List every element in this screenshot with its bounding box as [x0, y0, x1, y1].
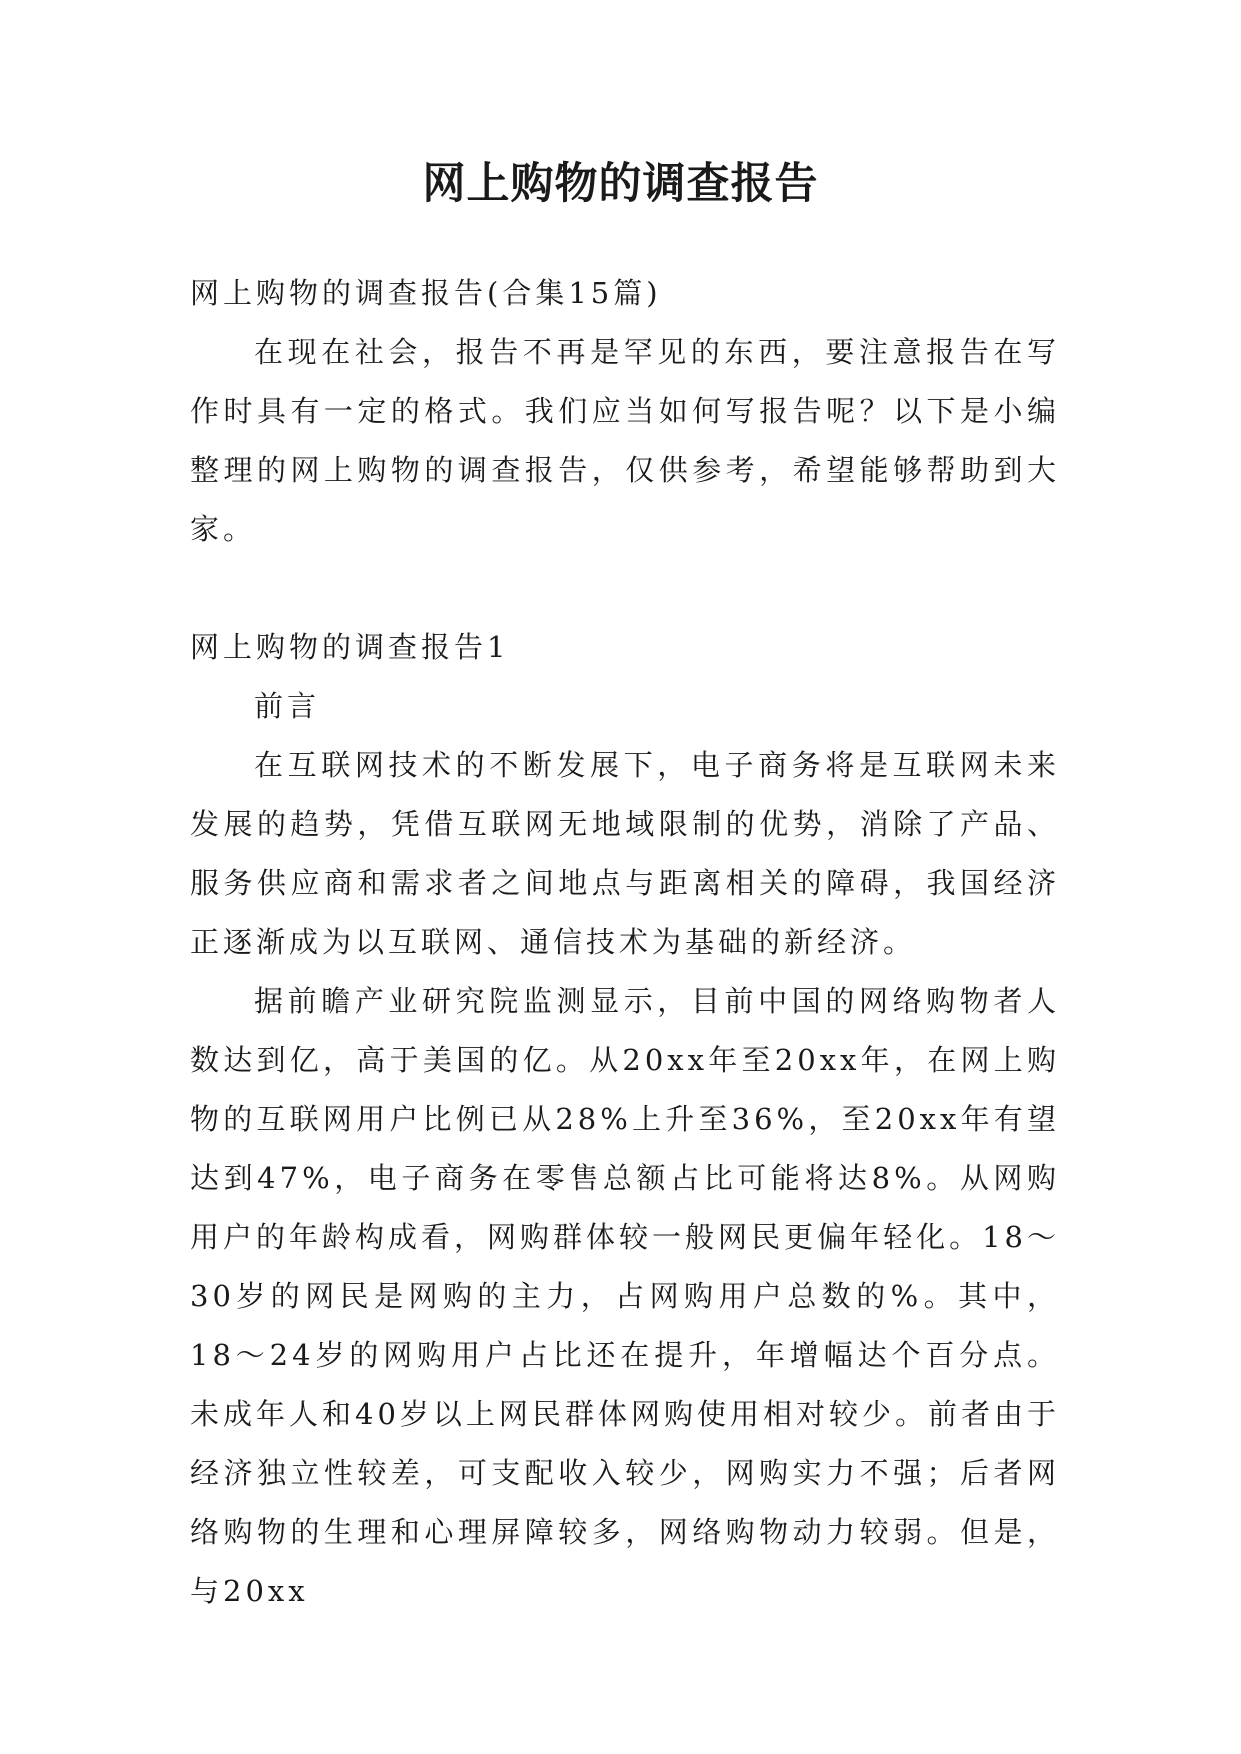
document-title: 网上购物的调查报告	[422, 159, 819, 209]
intro-paragraph: 在现在社会，报告不再是罕见的东西，要注意报告在写作时具有一定的格式。我们应当如何写报告呢？以下是小编整理的网上购物的调查报告，仅供参考，希望能够帮助到大家。	[190, 335, 1060, 546]
body-paragraph: 在互联网技术的不断发展下，电子商务将是互联网未来发展的趋势，凭借互联网无地域限制的优势，消除了产品、服务供应商和需求者之间地点与距离相关的障碍，我国经济正逐渐成为以互联网、通信技术为基础的新经济。	[190, 748, 1060, 959]
section-heading: 网上购物的调查报告1	[190, 630, 510, 664]
body-paragraph: 据前瞻产业研究院监测显示，目前中国的网络购物者人数达到亿，高于美国的亿。从20xx年至20xx年，在网上购物的互联网用户比例已从28%上升至36%，至20xx年有望达到47%，电子商务在零售总额占比可能将达8%。从网购用户的年龄构成看，网购群体较一般网民更偏年轻化。18～30岁的网民是网购的主力，占网购用户总数的%。其中，18～24岁的网购用户占比还在提升，年增幅达个百分点。未成年人和40岁以上网民群体网购使用相对较少。前者由于经济独立性较差，可支配收入较少，网购实力不强；后者网络购物的生理和心理屏障较多，网络购物动力较弱。但是，与20xx	[190, 984, 1060, 1608]
preface-heading: 前言	[254, 689, 321, 723]
document-body	[190, 264, 1060, 1621]
subtitle-line: 网上购物的调查报告(合集15篇)	[190, 276, 662, 310]
